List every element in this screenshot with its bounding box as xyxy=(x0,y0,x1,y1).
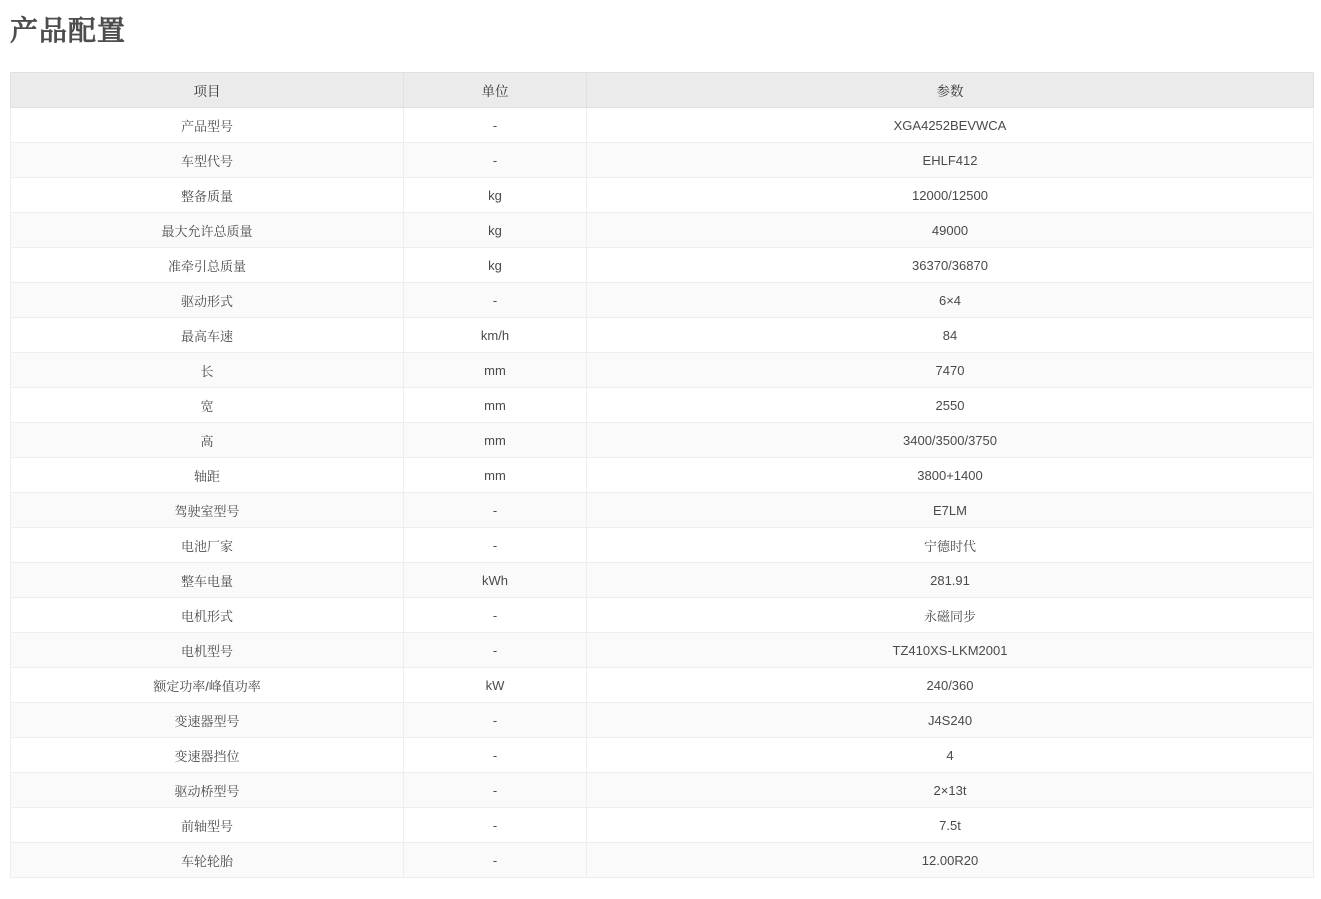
cell-item: 轴距 xyxy=(11,458,404,493)
table-row xyxy=(11,633,1314,668)
cell-value: 7470 xyxy=(587,353,1314,388)
table-header-row xyxy=(11,73,1314,108)
cell-unit: - xyxy=(404,633,587,668)
cell-item: 长 xyxy=(11,353,404,388)
cell-unit: kWh xyxy=(404,563,587,598)
table-row xyxy=(11,563,1314,598)
table-row xyxy=(11,108,1314,143)
cell-value: TZ410XS-LKM2001 xyxy=(587,633,1314,668)
cell-item: 高 xyxy=(11,423,404,458)
cell-item: 驱动形式 xyxy=(11,283,404,318)
cell-value: 240/360 xyxy=(587,668,1314,703)
cell-item: 电机形式 xyxy=(11,598,404,633)
table-row xyxy=(11,458,1314,493)
cell-item: 车型代号 xyxy=(11,143,404,178)
cell-unit: kg xyxy=(404,248,587,283)
cell-item: 前轴型号 xyxy=(11,808,404,843)
table-row xyxy=(11,598,1314,633)
cell-value: 3800+1400 xyxy=(587,458,1314,493)
table-header xyxy=(11,73,1314,108)
cell-item: 整备质量 xyxy=(11,178,404,213)
cell-item: 变速器挡位 xyxy=(11,738,404,773)
cell-item: 驾驶室型号 xyxy=(11,493,404,528)
cell-unit: kW xyxy=(404,668,587,703)
table-row xyxy=(11,668,1314,703)
cell-value: 4 xyxy=(587,738,1314,773)
cell-unit: - xyxy=(404,528,587,563)
spec-table-container xyxy=(10,72,1313,878)
cell-value: 12.00R20 xyxy=(587,843,1314,878)
cell-item: 驱动桥型号 xyxy=(11,773,404,808)
cell-unit: mm xyxy=(404,423,587,458)
table-row xyxy=(11,318,1314,353)
page-title: 产品配置 xyxy=(10,15,127,46)
cell-item: 变速器型号 xyxy=(11,703,404,738)
column-header-unit: 单位 xyxy=(404,73,587,108)
cell-value: 永磁同步 xyxy=(587,598,1314,633)
table-row xyxy=(11,703,1314,738)
cell-unit: mm xyxy=(404,388,587,423)
cell-value: 7.5t xyxy=(587,808,1314,843)
cell-unit: - xyxy=(404,843,587,878)
cell-item: 车轮轮胎 xyxy=(11,843,404,878)
cell-unit: - xyxy=(404,108,587,143)
cell-item: 产品型号 xyxy=(11,108,404,143)
cell-item: 电池厂家 xyxy=(11,528,404,563)
cell-value: 2×13t xyxy=(587,773,1314,808)
table-row xyxy=(11,143,1314,178)
cell-unit: - xyxy=(404,703,587,738)
table-row xyxy=(11,843,1314,878)
product-spec-page xyxy=(0,8,1321,878)
table-row xyxy=(11,493,1314,528)
cell-unit: kg xyxy=(404,213,587,248)
cell-unit: - xyxy=(404,143,587,178)
table-row xyxy=(11,283,1314,318)
cell-unit: mm xyxy=(404,353,587,388)
cell-value: 宁德时代 xyxy=(587,528,1314,563)
cell-unit: - xyxy=(404,283,587,318)
table-row xyxy=(11,388,1314,423)
table-row xyxy=(11,213,1314,248)
cell-value: 36370/36870 xyxy=(587,248,1314,283)
table-row xyxy=(11,353,1314,388)
cell-value: 84 xyxy=(587,318,1314,353)
cell-unit: - xyxy=(404,773,587,808)
cell-value: 6×4 xyxy=(587,283,1314,318)
cell-item: 最高车速 xyxy=(11,318,404,353)
column-header-value: 参数 xyxy=(587,73,1314,108)
cell-unit: mm xyxy=(404,458,587,493)
cell-unit: - xyxy=(404,808,587,843)
cell-unit: - xyxy=(404,598,587,633)
cell-unit: - xyxy=(404,493,587,528)
table-row xyxy=(11,738,1314,773)
cell-value: E7LM xyxy=(587,493,1314,528)
table-row xyxy=(11,248,1314,283)
cell-unit: - xyxy=(404,738,587,773)
cell-value: 2550 xyxy=(587,388,1314,423)
cell-item: 整车电量 xyxy=(11,563,404,598)
cell-item: 电机型号 xyxy=(11,633,404,668)
cell-item: 额定功率/峰值功率 xyxy=(11,668,404,703)
cell-item: 最大允许总质量 xyxy=(11,213,404,248)
cell-unit: kg xyxy=(404,178,587,213)
table-row xyxy=(11,423,1314,458)
column-header-item: 项目 xyxy=(11,73,404,108)
cell-item: 宽 xyxy=(11,388,404,423)
product-spec-table xyxy=(10,72,1314,878)
cell-value: 12000/12500 xyxy=(587,178,1314,213)
cell-value: 49000 xyxy=(587,213,1314,248)
cell-value: XGA4252BEVWCA xyxy=(587,108,1314,143)
table-row xyxy=(11,808,1314,843)
table-body xyxy=(11,108,1314,878)
table-row xyxy=(11,773,1314,808)
cell-item: 准牵引总质量 xyxy=(11,248,404,283)
cell-unit: km/h xyxy=(404,318,587,353)
table-row xyxy=(11,528,1314,563)
cell-value: EHLF412 xyxy=(587,143,1314,178)
cell-value: 281.91 xyxy=(587,563,1314,598)
cell-value: 3400/3500/3750 xyxy=(587,423,1314,458)
cell-value: J4S240 xyxy=(587,703,1314,738)
table-row xyxy=(11,178,1314,213)
